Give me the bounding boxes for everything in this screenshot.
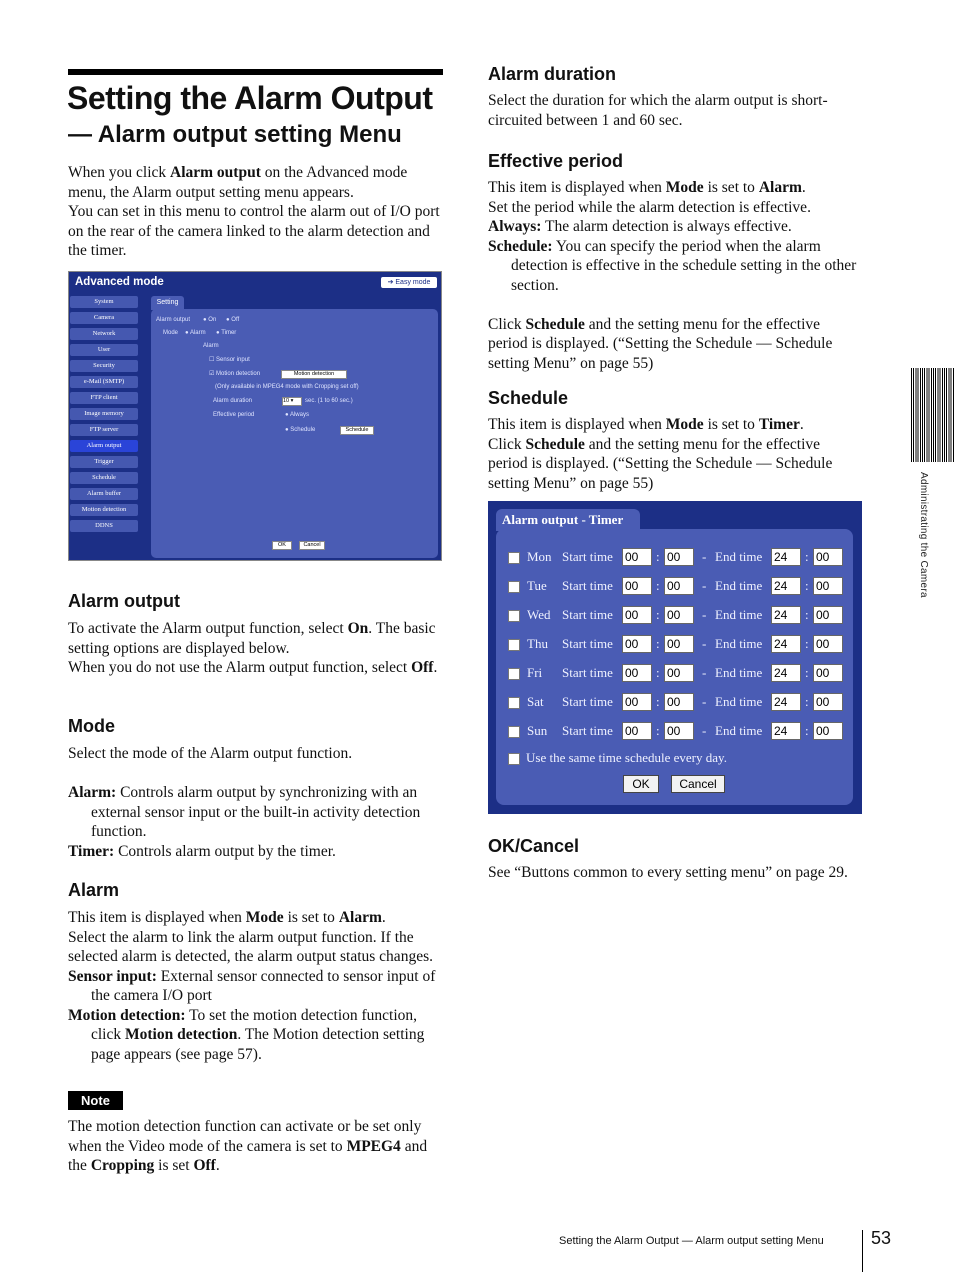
colon: : [656, 723, 660, 738]
end-minute-input[interactable]: 00 [813, 722, 843, 740]
duration-value: 10 [283, 398, 290, 404]
text: To activate the Alarm output function, select [68, 620, 348, 637]
radio-off[interactable]: ● Off [226, 317, 240, 323]
day-label: Tue [527, 578, 547, 593]
schedule-button[interactable]: Schedule [340, 426, 374, 435]
start-hour-input[interactable]: 00 [622, 635, 652, 653]
radio-on[interactable]: ● On [203, 317, 217, 323]
motion-detection-label: Motion detection [216, 371, 261, 377]
colon: : [805, 694, 809, 709]
radio-alarm[interactable]: ● Alarm [185, 330, 206, 336]
text: is set to [703, 179, 759, 196]
advanced-mode-screenshot [68, 271, 442, 561]
note-text [68, 1117, 443, 1176]
cropping-note: (Only available in MPEG4 mode with Cropping set off) [215, 384, 359, 390]
alarm-output-label: Alarm output [156, 317, 191, 323]
start-hour-input[interactable]: 00 [622, 722, 652, 740]
text: See “Buttons common to every setting menu” on page 29. [488, 864, 848, 881]
text: and the setting menu for the effective period is displayed. (“Setting the Schedule — Schedule setting Menu” on page 55) [488, 315, 833, 372]
sensor-input-checkbox[interactable]: ☐ Sensor input [209, 357, 250, 363]
start-minute-input[interactable]: 00 [664, 606, 694, 624]
start-time-label: Start time [562, 578, 613, 593]
end-minute-input[interactable]: 00 [813, 577, 843, 595]
end-hour-input[interactable]: 24 [771, 548, 801, 566]
bold-text: Alarm [758, 179, 802, 196]
day-checkbox[interactable] [508, 581, 520, 593]
timer-day-row [508, 605, 848, 625]
same-schedule-label: Use the same time schedule every day. [526, 750, 727, 765]
bold-text: Timer: [68, 842, 115, 860]
colon: : [656, 665, 660, 680]
page-title: Setting the Alarm Output [67, 80, 433, 116]
end-minute-input[interactable]: 00 [813, 606, 843, 624]
day-checkbox[interactable] [508, 668, 520, 680]
intro-bold: Alarm output [170, 164, 261, 181]
start-minute-input[interactable]: 00 [664, 693, 694, 711]
timer-day-row [508, 663, 848, 683]
advanced-nav-item[interactable]: Network [70, 328, 138, 340]
start-time-label: Start time [562, 665, 613, 680]
end-minute-input[interactable]: 00 [813, 635, 843, 653]
bold-text: Off [193, 1157, 216, 1174]
end-hour-input[interactable]: 24 [771, 664, 801, 682]
day-checkbox[interactable] [508, 726, 520, 738]
colon: : [805, 665, 809, 680]
settings-panel [151, 309, 438, 558]
start-minute-input[interactable]: 00 [664, 635, 694, 653]
effective-period-label: Effective period [213, 412, 255, 418]
timer-day-row [508, 634, 848, 654]
alarm-timer-screenshot [488, 501, 862, 814]
text: Controls alarm output by the timer. [114, 842, 336, 860]
section-alarm [68, 879, 443, 1064]
running-title: Setting the Alarm Output — Alarm output setting Menu [559, 1235, 824, 1247]
radio-schedule[interactable]: ● Schedule [285, 427, 316, 433]
intro-text: You can set in this menu to control the alarm out of I/O port on the rear of the camera linked to the alarm detection and the timer. [68, 203, 440, 259]
text: Click [488, 435, 526, 453]
end-hour-input[interactable]: 24 [771, 635, 801, 653]
text: is set [154, 1157, 194, 1174]
day-label: Wed [527, 607, 551, 622]
end-hour-input[interactable]: 24 [771, 606, 801, 624]
same-schedule-checkbox[interactable] [508, 753, 520, 765]
bold-text: Mode [665, 179, 704, 196]
heading-effective-period: Effective period [488, 151, 624, 171]
alarm-label: Alarm [189, 330, 206, 336]
advanced-nav-item[interactable]: Motion detection [70, 504, 138, 516]
radio-always[interactable]: ● Always [285, 412, 309, 418]
end-time-label: End time [715, 636, 763, 651]
easy-mode-label: Easy mode [395, 279, 431, 286]
start-time-label: Start time [562, 549, 613, 564]
section-alarm-output [68, 590, 443, 678]
advanced-nav-item[interactable]: Image memory [70, 408, 138, 420]
page-number: 53 [871, 1228, 892, 1248]
end-hour-input[interactable]: 24 [771, 577, 801, 595]
start-time-label: Start time [562, 694, 613, 709]
text: This item is displayed when [488, 179, 666, 196]
day-label: Sun [527, 723, 548, 738]
heading-alarm-duration: Alarm duration [488, 64, 617, 84]
day-label: Fri [527, 665, 543, 680]
arrow-icon: ➔ [387, 279, 396, 286]
section-effective-period [488, 150, 863, 373]
text: Select the duration for which the alarm output is short-circuited between 1 and 60 sec. [488, 92, 828, 129]
same-schedule-row[interactable] [508, 748, 838, 768]
heading-schedule: Schedule [488, 388, 569, 408]
text: This item is displayed when [488, 416, 666, 433]
day-checkbox[interactable] [508, 552, 520, 564]
start-minute-input[interactable]: 00 [664, 577, 694, 595]
bold-text: Alarm: [68, 784, 117, 801]
end-time-label: End time [715, 549, 763, 564]
text: . [381, 909, 386, 926]
colon: : [805, 607, 809, 622]
bold-text: Timer [758, 416, 800, 433]
radio-timer[interactable]: ● Timer [216, 330, 237, 336]
end-minute-input[interactable]: 00 [813, 693, 843, 711]
text: is set to [283, 909, 339, 926]
alarm-duration-label: Alarm duration [213, 398, 253, 404]
section-ok-cancel [488, 835, 863, 883]
text: . The Motion detection setting page appears (see page 57). [91, 1026, 425, 1063]
end-minute-input[interactable]: 00 [813, 548, 843, 566]
start-minute-input[interactable]: 00 [664, 722, 694, 740]
end-hour-input[interactable]: 24 [771, 722, 801, 740]
timer-day-row [508, 547, 848, 567]
heading-alarm-output: Alarm output [68, 591, 180, 611]
dash: - [702, 694, 707, 709]
advanced-nav-item[interactable]: User [70, 344, 138, 356]
advanced-mode-title: Advanced mode [75, 276, 164, 288]
bold-text: Schedule [525, 435, 585, 453]
off-label: Off [231, 317, 240, 323]
timer-label: Timer [221, 330, 237, 336]
text: Click [488, 315, 526, 333]
bold-text: Cropping [90, 1157, 155, 1174]
heading-mode: Mode [68, 716, 115, 736]
end-time-label: End time [715, 694, 763, 709]
timer-ok-button[interactable]: OK [623, 775, 659, 793]
dash: - [702, 607, 707, 622]
colon: : [805, 578, 809, 593]
dash: - [702, 723, 707, 738]
dash: - [702, 578, 707, 593]
advanced-nav-item[interactable]: Security [70, 360, 138, 372]
bold-text: On [347, 620, 369, 637]
schedule-label: Schedule [290, 427, 316, 433]
advanced-nav-item[interactable]: Alarm output [70, 440, 138, 452]
advanced-nav-item[interactable]: Schedule [70, 472, 138, 484]
start-minute-input[interactable]: 00 [664, 664, 694, 682]
side-stripe-block [911, 368, 954, 462]
end-time-label: End time [715, 665, 763, 680]
easy-mode-button[interactable] [381, 277, 437, 288]
intro-text: on the Advanced mode menu, the Alarm output setting menu appears. [68, 164, 408, 201]
motion-detection-button[interactable]: Motion detection [281, 370, 347, 379]
mode-label: Mode [163, 330, 179, 336]
footer-divider [862, 1230, 863, 1272]
text: and the [68, 1137, 428, 1174]
text: is set to [703, 416, 759, 433]
advanced-nav-item[interactable]: FTP client [70, 392, 138, 404]
end-time-label: End time [715, 578, 763, 593]
timer-day-row [508, 692, 848, 712]
text: Controls alarm output by synchronizing with an external sensor input or the built-in activity detection function. [91, 784, 421, 840]
colon: : [656, 636, 660, 651]
heading-ok-cancel: OK/Cancel [488, 836, 580, 856]
section-schedule [488, 387, 863, 493]
advanced-nav-item[interactable]: FTP server [70, 424, 138, 436]
timer-tab: Alarm output - Timer [496, 509, 640, 531]
timer-cancel-button[interactable]: Cancel [671, 775, 725, 793]
text: External sensor connected to sensor input of the camera I/O port [91, 967, 436, 1004]
section-mode [68, 715, 443, 861]
end-hour-input[interactable]: 24 [771, 693, 801, 711]
start-time-label: Start time [562, 607, 613, 622]
intro-text: When you click [68, 164, 171, 181]
bold-text: Always: [488, 218, 542, 235]
text: The alarm detection is always effective. [541, 218, 792, 235]
text: Set the period while the alarm detection is effective. [488, 198, 811, 216]
ok-button[interactable]: OK [272, 541, 292, 550]
colon: : [805, 723, 809, 738]
colon: : [805, 549, 809, 564]
heading-alarm: Alarm [68, 880, 120, 900]
alarm-duration-select[interactable]: 10 ▾ [282, 397, 302, 406]
advanced-nav-item[interactable]: Camera [70, 312, 138, 324]
start-hour-input[interactable]: 00 [622, 606, 652, 624]
bold-text: Schedule [525, 315, 585, 333]
text: Select the alarm to link the alarm output function. If the selected alarm is detected, the alarm output status changes. [68, 928, 433, 965]
section-alarm-duration [488, 63, 863, 130]
sensor-input-label: Sensor input [216, 357, 250, 363]
dash: - [702, 636, 707, 651]
end-time-label: End time [715, 607, 763, 622]
text: . [433, 659, 438, 676]
text: To set the motion detection function, click [91, 1006, 418, 1043]
dash: - [702, 549, 707, 564]
bold-text: Motion detection [125, 1026, 238, 1043]
dash: - [702, 665, 707, 680]
text: The motion detection function can activate or be set only when the Video mode of the camera is set to [68, 1118, 422, 1155]
advanced-nav-item[interactable]: e-Mail (SMTP) [70, 376, 138, 388]
colon: : [656, 607, 660, 622]
bold-text: Sensor input: [68, 967, 157, 985]
advanced-nav-item[interactable]: DDNS [70, 520, 138, 532]
text: Select the mode of the Alarm output function. [68, 745, 353, 762]
day-label: Mon [527, 549, 552, 564]
start-hour-input[interactable]: 00 [622, 548, 652, 566]
bold-text: Schedule: [488, 237, 553, 255]
note-label: Note [68, 1091, 123, 1110]
day-label: Thu [527, 636, 548, 651]
text: and the setting menu for the effective period is displayed. (“Setting the Schedule — Schedule setting Menu” on page 55) [488, 435, 833, 492]
bold-text: MPEG4 [346, 1137, 401, 1155]
colon: : [656, 578, 660, 593]
page-subtitle: — Alarm output setting Menu [68, 121, 402, 148]
start-time-label: Start time [562, 723, 613, 738]
end-minute-input[interactable]: 00 [813, 664, 843, 682]
always-label: Always [289, 412, 309, 418]
advanced-nav-item[interactable]: Alarm buffer [70, 488, 138, 500]
colon: : [805, 636, 809, 651]
colon: : [656, 694, 660, 709]
day-checkbox[interactable] [508, 639, 520, 651]
end-time-label: End time [715, 723, 763, 738]
text: . [799, 416, 804, 433]
side-tab-label: Administrating the Camera [918, 472, 929, 598]
day-checkbox[interactable] [508, 697, 520, 709]
day-label: Sat [527, 694, 544, 709]
bold-text: Motion detection: [68, 1006, 186, 1024]
alarm-heading: Alarm [203, 343, 219, 349]
timer-day-row [508, 576, 848, 596]
timer-day-row [508, 721, 848, 741]
bold-text: Alarm [338, 909, 382, 926]
title-rule [68, 69, 443, 75]
bold-text: Mode [665, 416, 704, 433]
motion-detection-checkbox[interactable]: ☑ Motion detection [209, 371, 261, 377]
day-checkbox[interactable] [508, 610, 520, 622]
text: This item is displayed when [68, 909, 246, 926]
advanced-nav-item[interactable]: Trigger [70, 456, 138, 468]
bold-text: Mode [245, 909, 284, 926]
on-label: On [208, 317, 217, 323]
cancel-button[interactable]: Cancel [299, 541, 325, 550]
duration-unit: sec. (1 to 60 sec.) [305, 398, 353, 404]
tab-setting[interactable]: Setting [151, 296, 184, 310]
colon: : [656, 549, 660, 564]
intro [68, 163, 443, 261]
text: When you do not use the Alarm output function, select [68, 659, 412, 676]
bold-text: Off [411, 659, 434, 676]
text: You can specify the period when the alarm detection is effective in the schedule setting in the other section. [511, 237, 857, 294]
start-hour-input[interactable]: 00 [622, 664, 652, 682]
start-hour-input[interactable]: 00 [622, 693, 652, 711]
start-hour-input[interactable]: 00 [622, 577, 652, 595]
start-time-label: Start time [562, 636, 613, 651]
advanced-nav-item[interactable]: System [70, 296, 138, 308]
text: . [801, 179, 806, 196]
start-minute-input[interactable]: 00 [664, 548, 694, 566]
text: . The basic setting options are displayed below. [68, 620, 436, 657]
text: . [215, 1157, 220, 1174]
